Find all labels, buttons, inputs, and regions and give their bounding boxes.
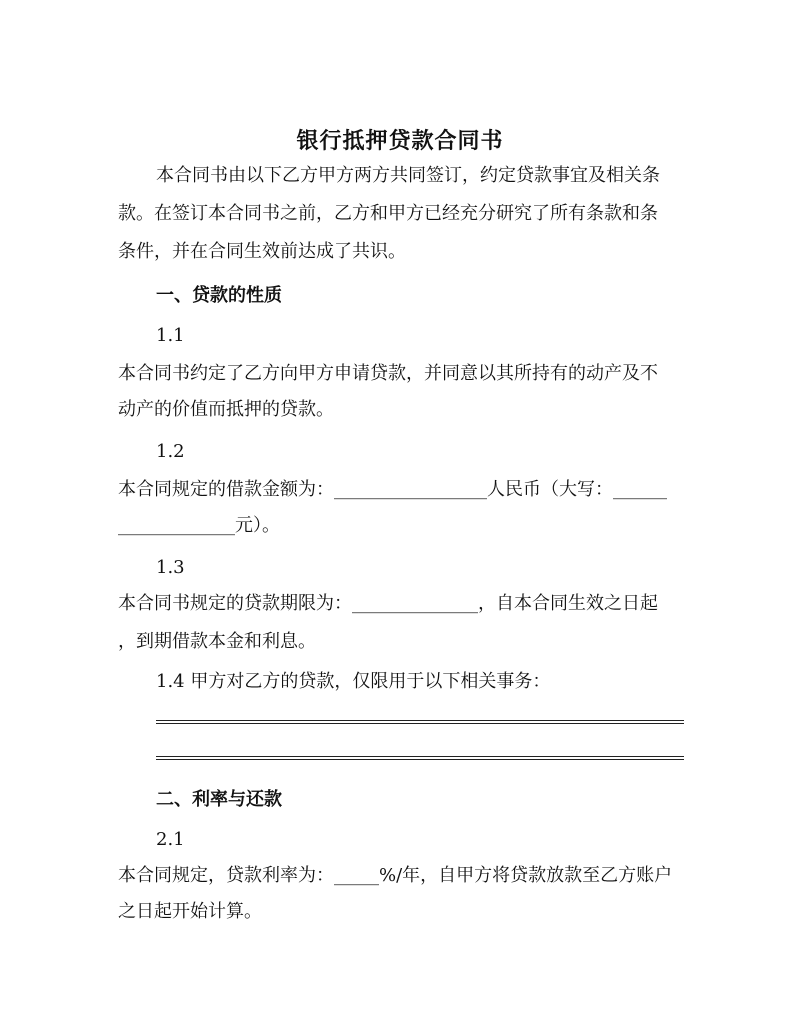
fill-in-line-2 — [156, 756, 684, 760]
fill-in-line-1 — [156, 720, 684, 724]
clause-1-1-line-1: 本合同书约定了乙方向甲方申请贷款，并同意以其所持有的动产及不 — [118, 363, 658, 384]
clause-number-2-1: 2.1 — [156, 829, 185, 850]
page-title: 银行抵押贷款合同书 — [296, 128, 504, 154]
clause-2-1-line-1: 本合同规定，贷款利率为：_____%/年，自甲方将贷款放款至乙方账户 — [118, 865, 673, 886]
clause-1-3-line-2: ，到期借款本金和利息。 — [118, 631, 316, 652]
clause-1-3-line-1: 本合同书规定的贷款期限为：______________，自本合同生效之日起 — [118, 593, 658, 614]
clause-number-1-1: 1.1 — [156, 325, 185, 346]
intro-line-3: 条件，并在合同生效前达成了共识。 — [118, 241, 406, 262]
clause-number-1-3: 1.3 — [156, 557, 185, 578]
section-heading-2: 二、利率与还款 — [156, 789, 282, 810]
intro-line-1: 本合同书由以下乙方甲方两方共同签订，约定贷款事宜及相关条 — [156, 165, 660, 186]
clause-1-2-line-1: 本合同规定的借款金额为：_________________人民币（大写：______ — [118, 479, 667, 500]
clause-1-2-line-2: _____________元）。 — [118, 515, 280, 536]
intro-line-2: 款。在签订本合同书之前，乙方和甲方已经充分研究了所有条款和条 — [118, 203, 658, 224]
clause-1-4-text: 1.4 甲方对乙方的贷款，仅限用于以下相关事务： — [156, 671, 551, 692]
clause-number-1-2: 1.2 — [156, 441, 185, 462]
clause-1-1-line-2: 动产的价值而抵押的贷款。 — [118, 399, 334, 420]
section-heading-1: 一、贷款的性质 — [156, 285, 282, 306]
clause-2-1-line-2: 之日起开始计算。 — [118, 901, 262, 922]
